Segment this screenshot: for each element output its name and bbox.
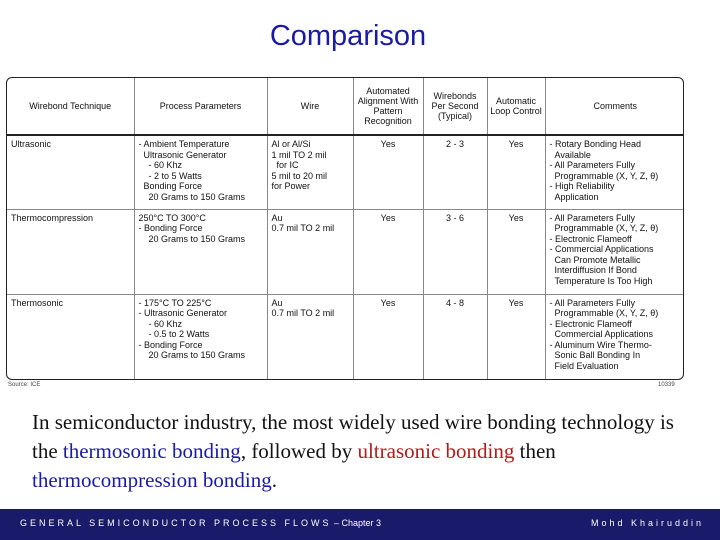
- technique-cell: Ultrasonic: [7, 135, 134, 209]
- loop-cell: Yes: [487, 135, 545, 209]
- footer-chapter: – Chapter 3: [331, 518, 382, 528]
- alignment-cell: Yes: [353, 294, 423, 379]
- column-header: Comments: [545, 78, 684, 135]
- alignment-cell: Yes: [353, 209, 423, 294]
- column-header: Wirebonds Per Second (Typical): [423, 78, 487, 135]
- footer-course-name: GENERAL SEMICONDUCTOR PROCESS FLOWS: [20, 518, 332, 528]
- summary-paragraph: [32, 408, 692, 495]
- params-cell: - 175°C TO 225°C - Ultrasonic Generator - 60 Khz - 0.5 to 2 Watts - Bonding Force 20 Grams to 150 Grams: [134, 294, 267, 379]
- params-cell: - Ambient Temperature Ultrasonic Generator - 60 Khz - 2 to 5 Watts Bonding Force 20 Grams to 150 Grams: [134, 135, 267, 209]
- column-header: Wirebond Technique: [7, 78, 134, 135]
- alignment-cell: Yes: [353, 135, 423, 209]
- figure-code: 10339: [658, 382, 675, 388]
- column-header: Automatic Loop Control: [487, 78, 545, 135]
- comparison-table: [6, 77, 684, 380]
- wire-cell: Au 0.7 mil TO 2 mil: [267, 209, 353, 294]
- wire-cell: Au 0.7 mil TO 2 mil: [267, 294, 353, 379]
- highlight-ultrasonic: ultrasonic bonding: [357, 439, 515, 463]
- rate-cell: 3 - 6: [423, 209, 487, 294]
- footer-bar: [0, 509, 720, 540]
- column-header: Automated Alignment With Pattern Recognition: [353, 78, 423, 135]
- comments-cell: - All Parameters Fully Programmable (X, Y, Z, θ) - Electronic Flameoff Commercial Applications - Aluminum Wire Thermo- Sonic Ball Bonding In Field Evaluation: [545, 294, 684, 379]
- rate-cell: 4 - 8: [423, 294, 487, 379]
- comments-cell: - All Parameters Fully Programmable (X, Y, Z, θ) - Electronic Flameoff - Commercial Applications Can Promote Metallic Interdiffusion If Bond Temperature Is Too High: [545, 209, 684, 294]
- technique-cell: Thermosonic: [7, 294, 134, 379]
- paragraph-text: then: [514, 439, 556, 463]
- wire-cell: Al or Al/Si 1 mil TO 2 mil for IC 5 mil to 20 mil for Power: [267, 135, 353, 209]
- footer-course-title: [20, 518, 381, 528]
- table-row: [7, 294, 684, 379]
- column-header: Process Parameters: [134, 78, 267, 135]
- highlight-thermocompression: thermocompression bonding: [32, 468, 272, 492]
- loop-cell: Yes: [487, 209, 545, 294]
- paragraph-text: .: [271, 468, 277, 492]
- slide-title: Comparison: [269, 20, 427, 52]
- paragraph-text: In semiconductor industry, the most widely used wire bonding technology is the: [32, 410, 674, 463]
- highlight-thermosonic: thermosonic bonding: [62, 439, 241, 463]
- table-header-row: [7, 78, 684, 135]
- table-row: [7, 135, 684, 209]
- technique-cell: Thermocompression: [7, 209, 134, 294]
- table-row: [7, 209, 684, 294]
- rate-cell: 2 - 3: [423, 135, 487, 209]
- params-cell: 250°C TO 300°C - Bonding Force 20 Grams to 150 Grams: [134, 209, 267, 294]
- footer-author: Mohd Khairuddin: [590, 518, 704, 528]
- table-source-note: Source: ICE: [8, 382, 41, 388]
- column-header: Wire: [267, 78, 353, 135]
- loop-cell: Yes: [487, 294, 545, 379]
- paragraph-text: , followed by: [240, 439, 358, 463]
- comments-cell: - Rotary Bonding Head Available - All Parameters Fully Programmable (X, Y, Z, θ) - High Reliability Application: [545, 135, 684, 209]
